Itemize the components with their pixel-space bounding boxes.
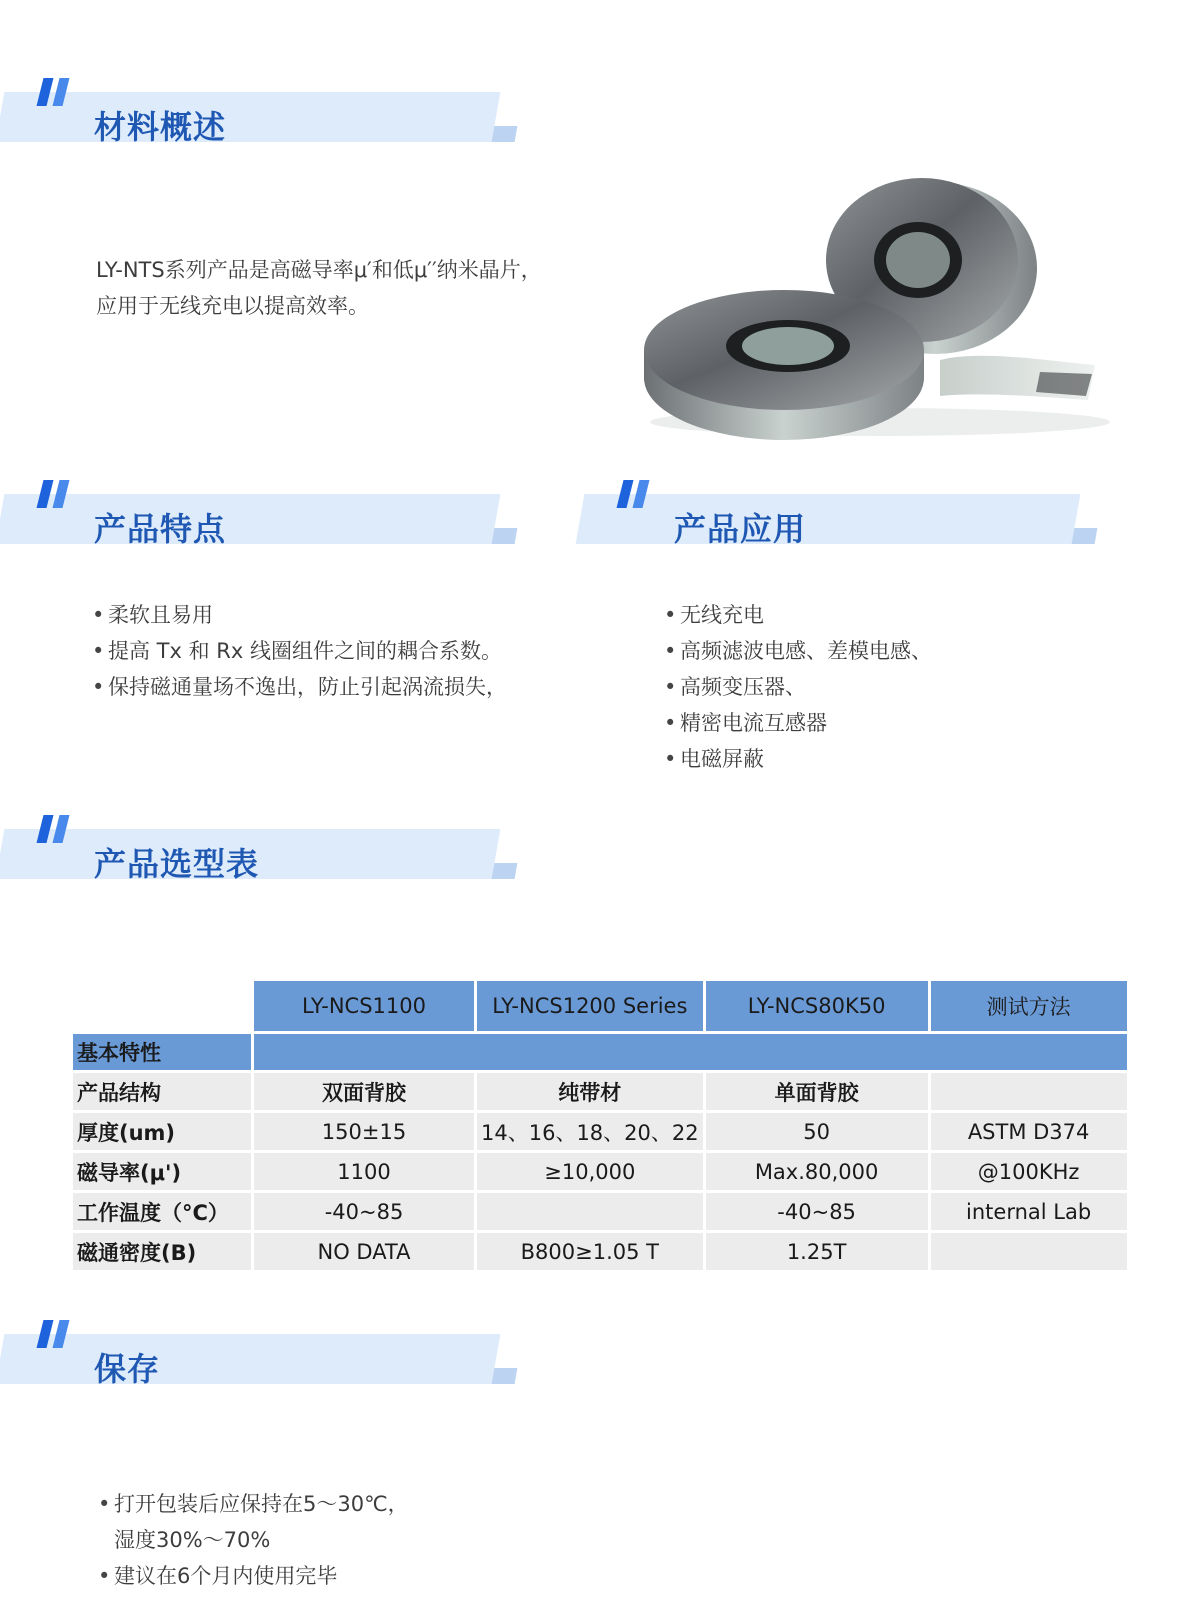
table-cell: 双面背胶 xyxy=(254,1073,474,1110)
table-cell: -40~85 xyxy=(706,1193,928,1230)
table-cell: 纯带材 xyxy=(477,1073,703,1110)
header-band xyxy=(0,494,500,544)
product-image xyxy=(640,160,1120,450)
column-header: LY-NCS1200 Series xyxy=(477,981,703,1031)
list-item: • 柔软且易用 xyxy=(92,603,213,627)
group-label: 基本特性 xyxy=(73,1034,251,1070)
list-item: • 提高 Tx 和 Rx 线圈组件之间的耦合系数。 xyxy=(92,639,502,663)
table-cell: ASTM D374 xyxy=(931,1113,1127,1150)
table-cell: -40~85 xyxy=(254,1193,474,1230)
list-item: • 高频变压器、 xyxy=(664,675,806,699)
table-cell: Max.80,000 xyxy=(706,1153,928,1190)
section-title: 产品选型表 xyxy=(94,845,260,883)
list-item: • 保持磁通量场不逸出，防止引起涡流损失， xyxy=(92,675,507,699)
table-row xyxy=(73,1233,1127,1270)
list-item: • 高频滤波电感、差模电感、 xyxy=(664,639,932,663)
storage-list xyxy=(98,1486,409,1594)
row-label: 工作温度（°C） xyxy=(73,1193,251,1230)
table-group-row xyxy=(73,1034,1127,1070)
column-header: LY-NCS1100 xyxy=(254,981,474,1031)
section-title: 材料概述 xyxy=(94,108,227,146)
section-header-selection xyxy=(0,815,520,895)
table-cell: 单面背胶 xyxy=(706,1073,928,1110)
table-cell xyxy=(931,1233,1127,1270)
row-label: 磁通密度(B) xyxy=(73,1233,251,1270)
features-list xyxy=(92,597,507,705)
table-row xyxy=(73,1153,1127,1190)
section-header-features xyxy=(0,480,520,560)
list-item: • 无线充电 xyxy=(664,603,764,627)
section-title: 产品特点 xyxy=(94,510,227,548)
table-cell: 50 xyxy=(706,1113,928,1150)
list-item: • 精密电流互感器 xyxy=(664,711,827,735)
list-item-continued: 湿度30%～70% xyxy=(114,1528,271,1552)
table-cell: B800≥1.05 T xyxy=(477,1233,703,1270)
table-cell: NO DATA xyxy=(254,1233,474,1270)
selection-table xyxy=(70,978,1130,1273)
row-label: 产品结构 xyxy=(73,1073,251,1110)
table-cell: 1100 xyxy=(254,1153,474,1190)
table-cell xyxy=(477,1193,703,1230)
overview-text: LY-NTS系列产品是高磁导率μ′和低μ′′纳米晶片，应用于无线充电以提高效率。 xyxy=(96,258,542,318)
section-title: 保存 xyxy=(94,1350,161,1388)
list-item: • 建议在6个月内使用完毕 xyxy=(98,1564,338,1588)
table-cell xyxy=(931,1073,1127,1110)
table-cell: 14、16、18、20、22 xyxy=(477,1113,703,1150)
header-band xyxy=(0,92,500,142)
header-band xyxy=(576,494,1081,544)
table-corner xyxy=(73,981,251,1031)
table-header-row xyxy=(73,981,1127,1031)
header-band xyxy=(0,1334,500,1384)
table-row xyxy=(73,1073,1127,1110)
table-cell: @100KHz xyxy=(931,1153,1127,1190)
table-cell: internal Lab xyxy=(931,1193,1127,1230)
list-item: • 电磁屏蔽 xyxy=(664,747,764,771)
section-title: 产品应用 xyxy=(674,510,807,548)
column-header: LY-NCS80K50 xyxy=(706,981,928,1031)
table-cell: 1.25T xyxy=(706,1233,928,1270)
table-row xyxy=(73,1113,1127,1150)
row-label: 厚度(um) xyxy=(73,1113,251,1150)
section-header-overview xyxy=(0,78,520,158)
table-row xyxy=(73,1193,1127,1230)
row-label: 磁导率(μ') xyxy=(73,1153,251,1190)
group-fill xyxy=(254,1034,1127,1070)
section-header-applications xyxy=(580,480,1100,560)
list-item: • 打开包装后应保持在5～30℃， xyxy=(98,1492,409,1516)
table-cell: ≥10,000 xyxy=(477,1153,703,1190)
table-cell: 150±15 xyxy=(254,1113,474,1150)
section-header-storage xyxy=(0,1320,520,1400)
applications-list xyxy=(664,597,932,777)
column-header: 测试方法 xyxy=(931,981,1127,1031)
